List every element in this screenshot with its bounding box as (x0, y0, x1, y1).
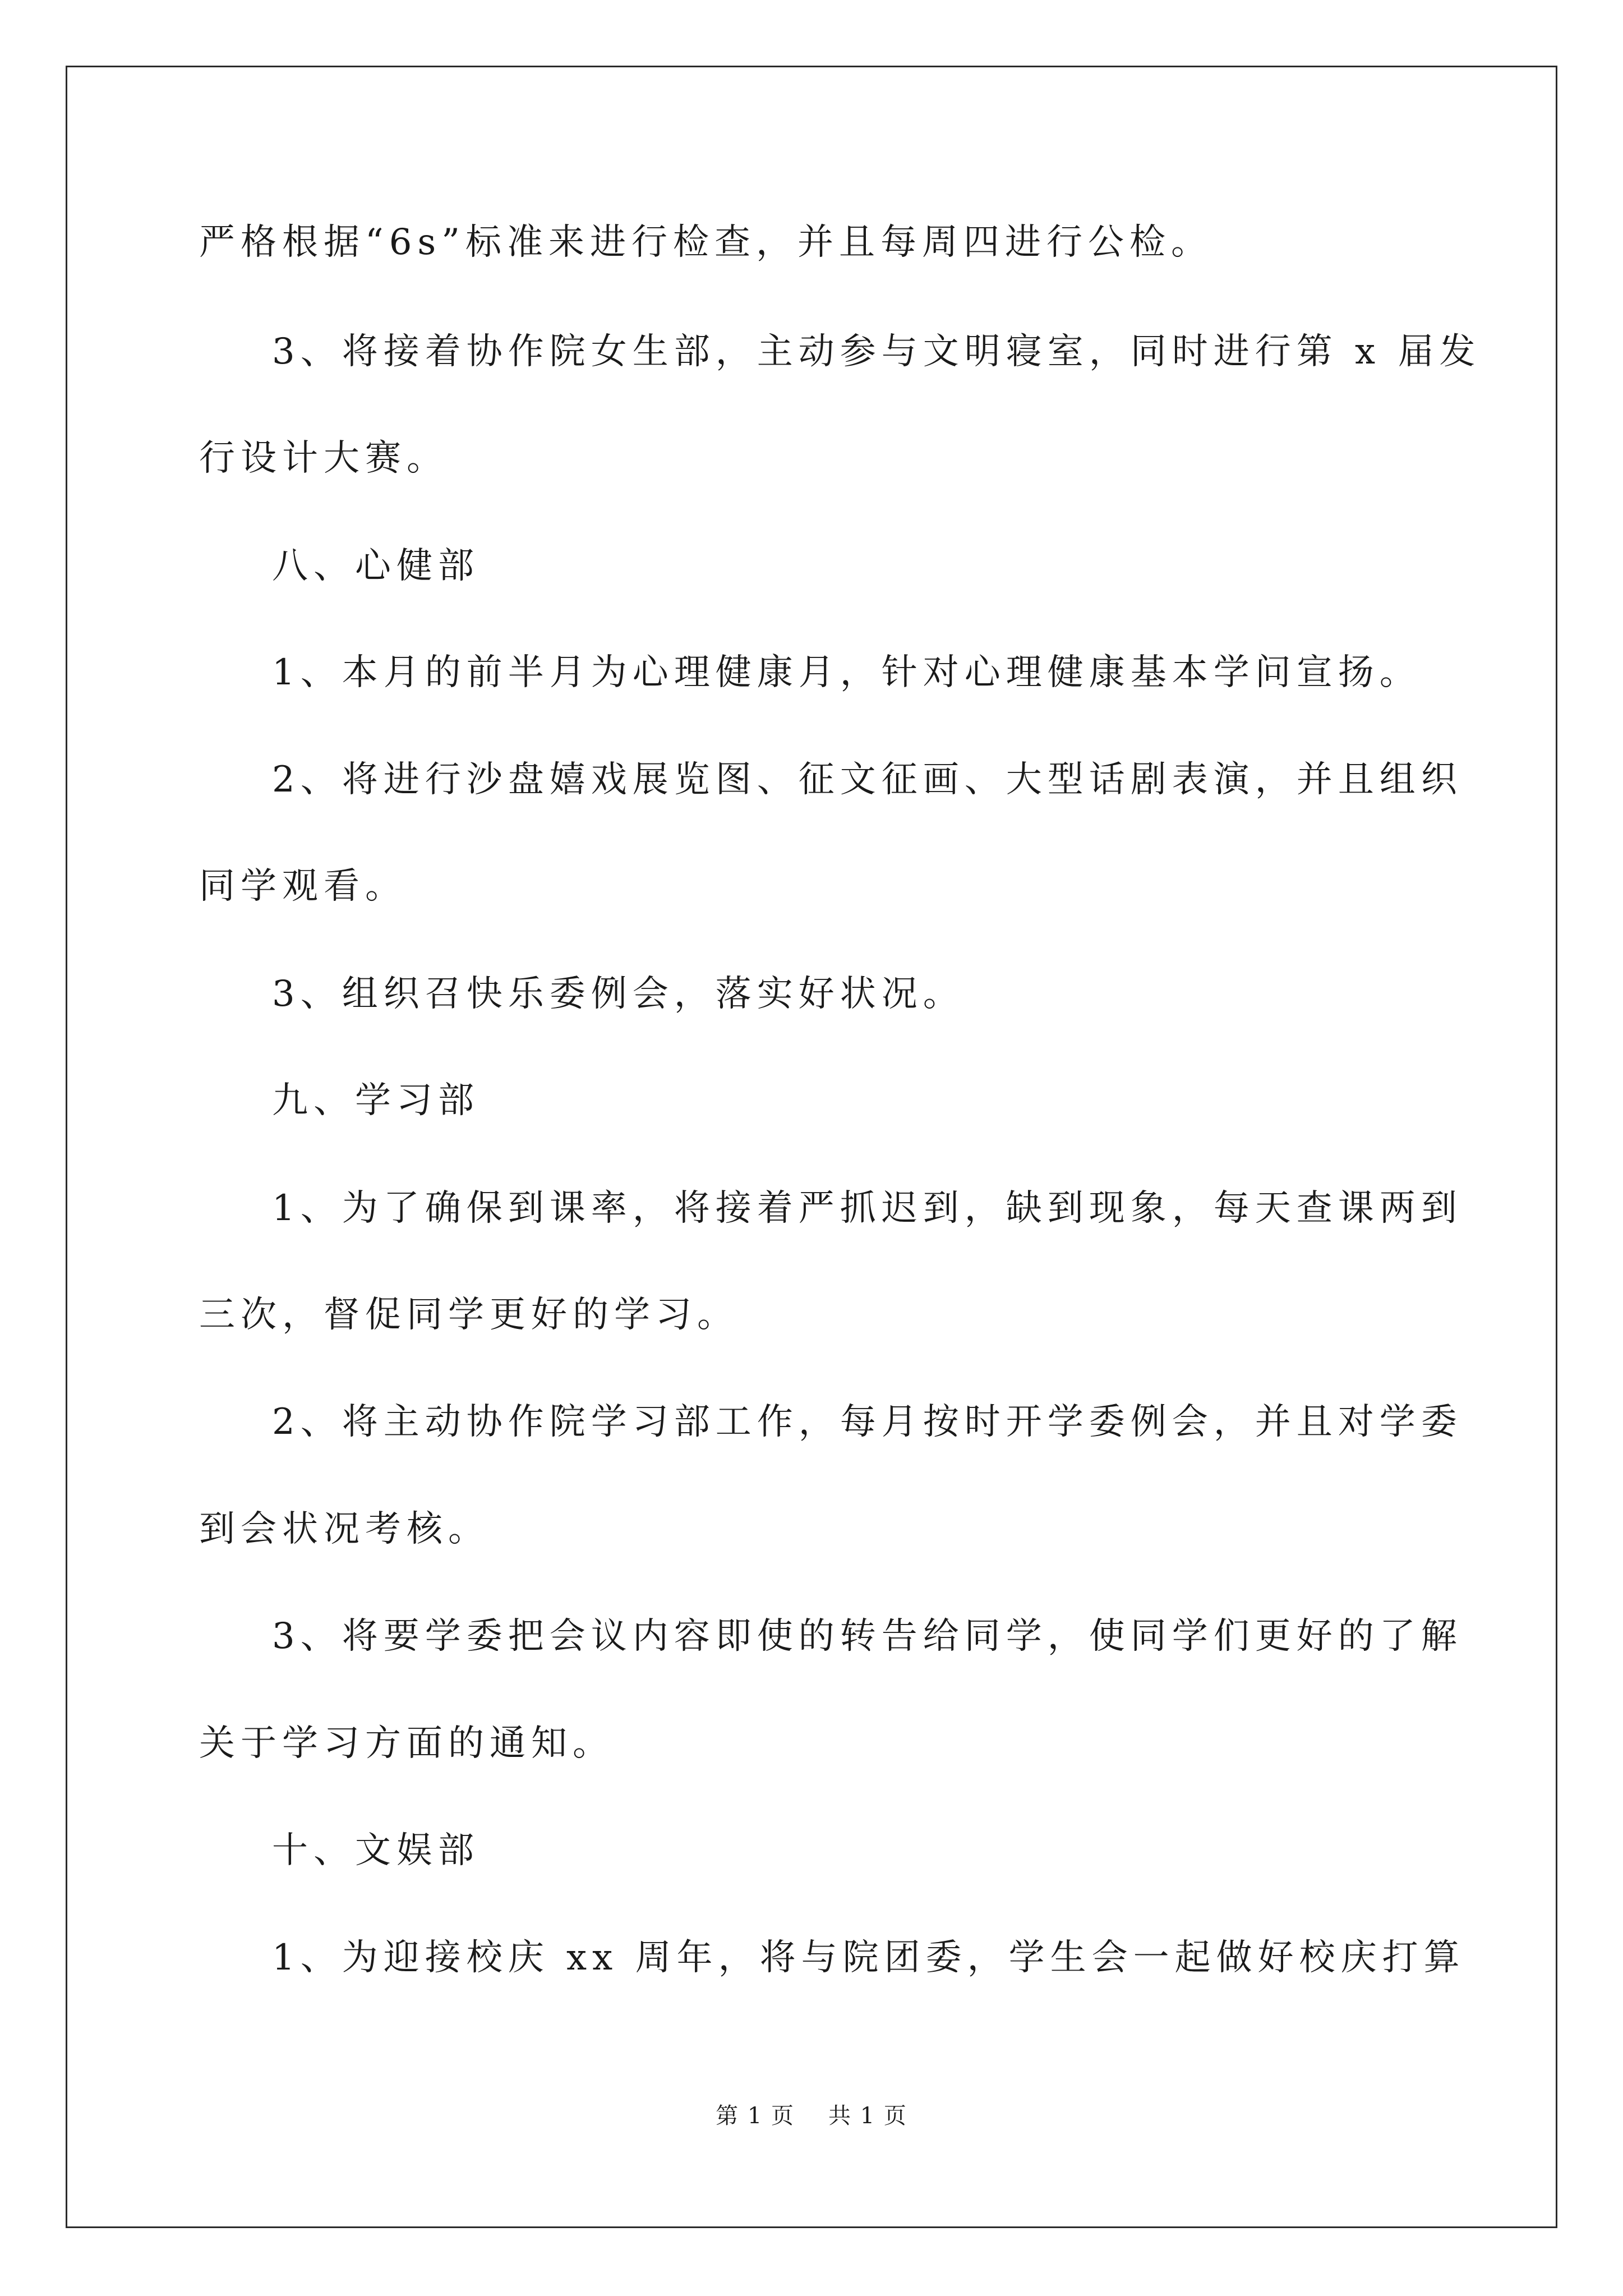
text-line: 关于学习方面的通知。 (199, 1723, 614, 1764)
text-line: 行设计大赛。 (199, 438, 448, 479)
section-heading: 九、学习部 (272, 1080, 479, 1121)
text-line: 2、将主动协作院学习部工作，每月按时开学委例会，并且对学委 (272, 1401, 1463, 1443)
text-line: 3、组织召快乐委例会，落实好状况。 (272, 973, 965, 1015)
page-number: 第 1 页 (716, 2103, 795, 2129)
text-line: 严格根据“6s”标准来进行检查，并且每周四进行公检。 (199, 222, 1212, 263)
page-footer (0, 2098, 1623, 2130)
text-line: 1、为迎接校庆 xx 周年，将与院团委，学生会一起做好校庆打算 (272, 1937, 1465, 1978)
text-line: 2、将进行沙盘嬉戏展览图、征文征画、大型话剧表演，并且组织 (272, 759, 1463, 800)
text-line: 1、为了确保到课率，将接着严抓迟到，缺到现象，每天查课两到 (272, 1188, 1463, 1229)
text-line: 三次，督促同学更好的学习。 (199, 1294, 739, 1336)
section-heading: 八、心健部 (272, 545, 479, 587)
page-border (66, 66, 1557, 2228)
page-total: 共 1 页 (828, 2103, 907, 2129)
text-line: 3、将接着协作院女生部，主动参与文明寝室，同时进行第 x 届发 (272, 331, 1481, 372)
text-line: 3、将要学委把会议内容即使的转告给同学，使同学们更好的了解 (272, 1616, 1463, 1657)
text-line: 到会状况考核。 (199, 1508, 490, 1550)
section-heading: 十、文娱部 (272, 1830, 479, 1871)
text-line: 同学观看。 (199, 866, 407, 907)
text-line: 1、本月的前半月为心理健康月，针对心理健康基本学问宣扬。 (272, 652, 1421, 693)
